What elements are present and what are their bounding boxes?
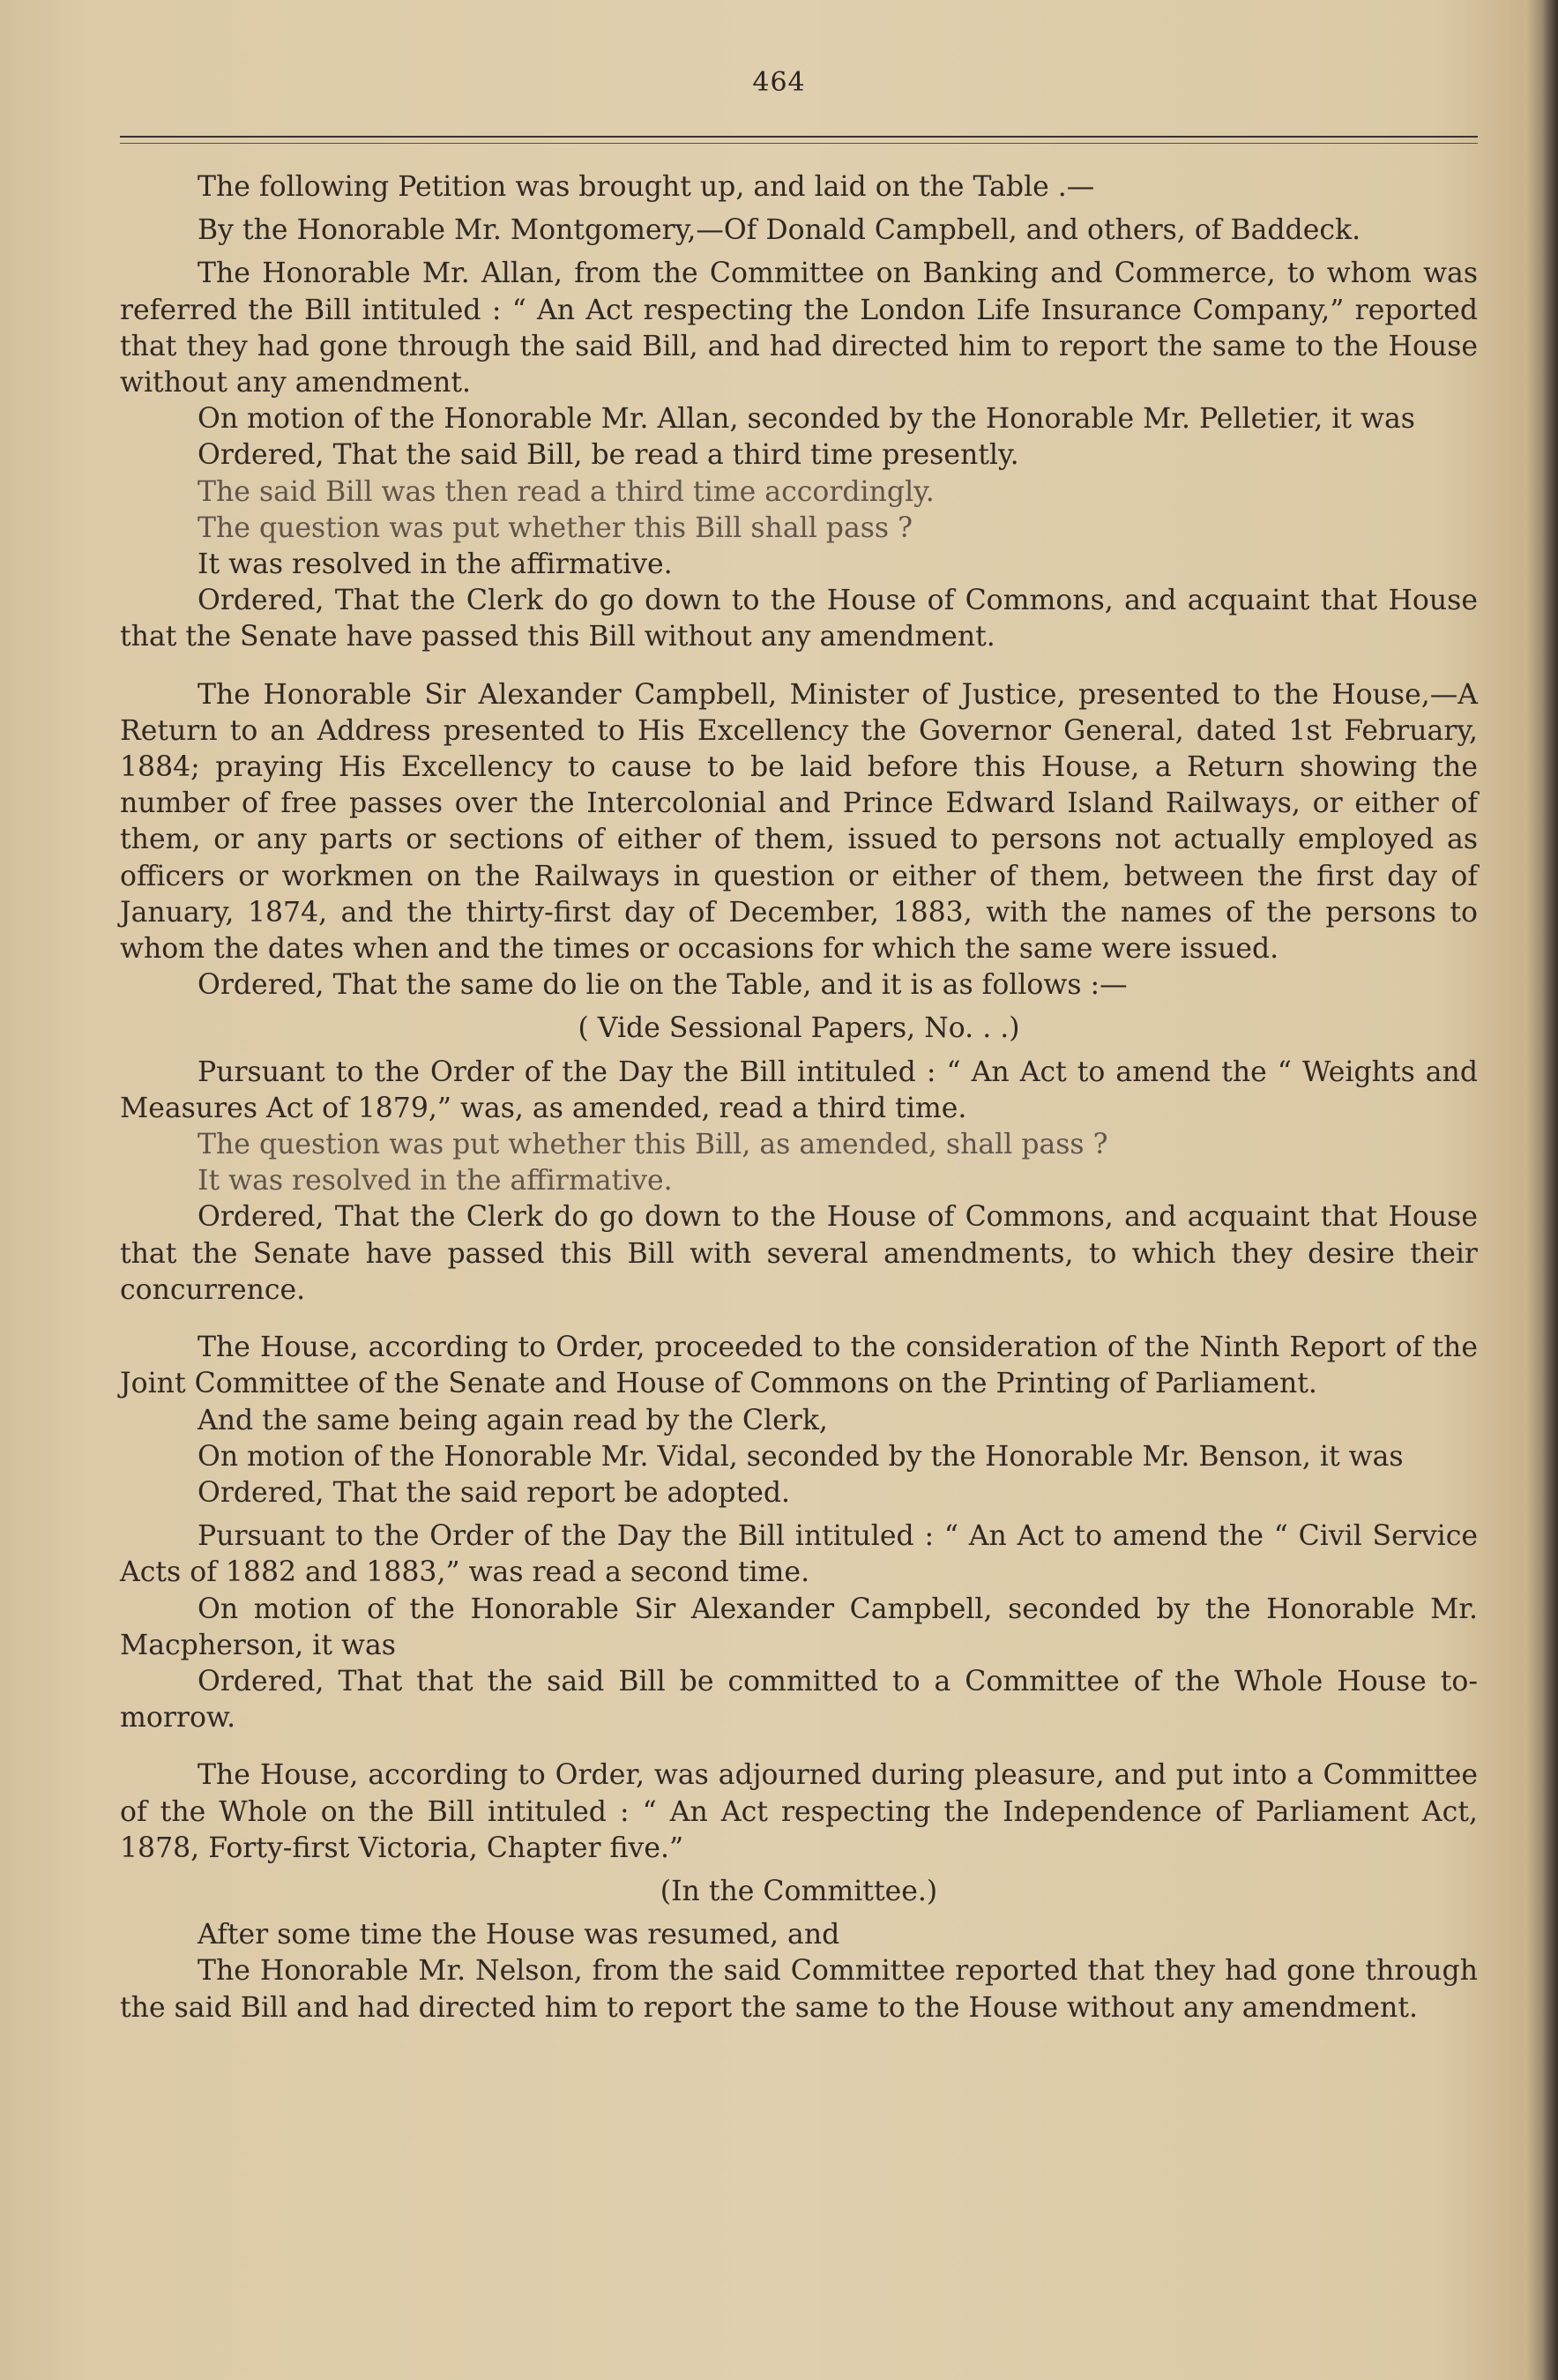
paragraph: The question was put whether this Bill shall pass ? — [198, 511, 913, 544]
paragraph: It was resolved in the affirmative. — [198, 548, 673, 581]
paragraph: Pursuant to the Order of the Day the Bill intituled : “ An Act to amend the “ Civil Service Acts of 1882 and 1883,” was read a second time. — [120, 1520, 1478, 1589]
paragraph: The said Bill was then read a third time accordingly. — [198, 475, 935, 508]
sessional-papers-reference: ( Vide Sessional Papers, No. . .) — [578, 1012, 1020, 1045]
paragraph: The Honorable Mr. Allan, from the Committee on Banking and Commerce, to whom was referred the Bill intituled : “ An Act respecting the London Life Insurance Company,” reported that they had gone through the said Bill, and had directed him to report the same to the House without any amendment. — [120, 257, 1478, 399]
page-edge-shadow — [1542, 0, 1558, 2380]
paragraph: After some time the House was resumed, and — [198, 1919, 840, 1951]
paragraph: The Honorable Mr. Nelson, from the said Committee reported that they had gone through the said Bill and had directed him to report the same to the House without any amendment. — [120, 1955, 1478, 2024]
paragraph: The following Petition was brought up, and laid on the Table .— — [198, 171, 1095, 203]
paragraph: On motion of the Honorable Sir Alexander Campbell, seconded by the Honorable Mr. Macpherson, it was — [120, 1593, 1478, 1661]
body-text — [120, 169, 1478, 2026]
paragraph: The Honorable Sir Alexander Campbell, Minister of Justice, presented to the House,—A Return to an Address presented to His Excellency the Governor General, dated 1st February, 1884; praying His Excellency to cause to be laid before this House, a Return showing the number of free passes over the Intercolonial and Prince Edward Island Railways, or either of them, or any parts or sections of either of them, issued to persons not actually employed as officers or workmen on the Railways in question or either of them, between the first day of January, 1874, and the thirty-first day of December, 1883, with the names of the persons to whom the dates when and the times or occasions for which the same were issued. — [120, 678, 1478, 966]
paragraph: Ordered, That the Clerk do go down to the House of Commons, and acquaint that House that the Senate have passed this Bill without any amendment. — [120, 585, 1478, 653]
paragraph: The House, according to Order, proceeded to the consideration of the Ninth Report of the Joint Committee of the Senate and House of Commons on the Printing of Parliament. — [120, 1332, 1478, 1400]
paragraph: Ordered, That the said report be adopted. — [198, 1476, 791, 1509]
paragraph: Ordered, That the same do lie on the Table, and it is as follows :— — [198, 969, 1128, 1002]
committee-heading: (In the Committee.) — [660, 1875, 938, 1907]
paragraph: It was resolved in the affirmative. — [198, 1165, 673, 1197]
header-double-rule — [120, 136, 1478, 146]
page-number: 464 — [752, 67, 806, 98]
paragraph: Ordered, That the said Bill, be read a third time presently. — [198, 439, 1019, 472]
paragraph: Ordered, That that the said Bill be committed to a Committee of the Whole House to-morrow. — [120, 1665, 1478, 1735]
paragraph: On motion of the Honorable Mr. Allan, seconded by the Honorable Mr. Pelletier, it was — [198, 403, 1415, 436]
paragraph: Pursuant to the Order of the Day the Bill intituled : “ An Act to amend the “ Weights and Measures Act of 1879,” was, as amended, read a third time. — [120, 1056, 1478, 1124]
paragraph: The House, according to Order, was adjourned during pleasure, and put into a Committee of the Whole on the Bill intituled : “ An Act respecting the Independence of Parliament Act, 1878, Forty-first Victoria, Chapter five.” — [120, 1759, 1478, 1864]
paragraph: Ordered, That the Clerk do go down to the House of Commons, and acquaint that House that the Senate have passed this Bill with several amendments, to which they desire their concurrence. — [120, 1201, 1478, 1306]
paragraph: And the same being again read by the Clerk, — [198, 1404, 828, 1436]
paragraph: On motion of the Honorable Mr. Vidal, seconded by the Honorable Mr. Benson, it was — [198, 1440, 1404, 1473]
paragraph: The question was put whether this Bill, as amended, shall pass ? — [198, 1129, 1108, 1161]
paragraph: By the Honorable Mr. Montgomery,—Of Donald Campbell, and others, of Baddeck. — [198, 214, 1361, 247]
